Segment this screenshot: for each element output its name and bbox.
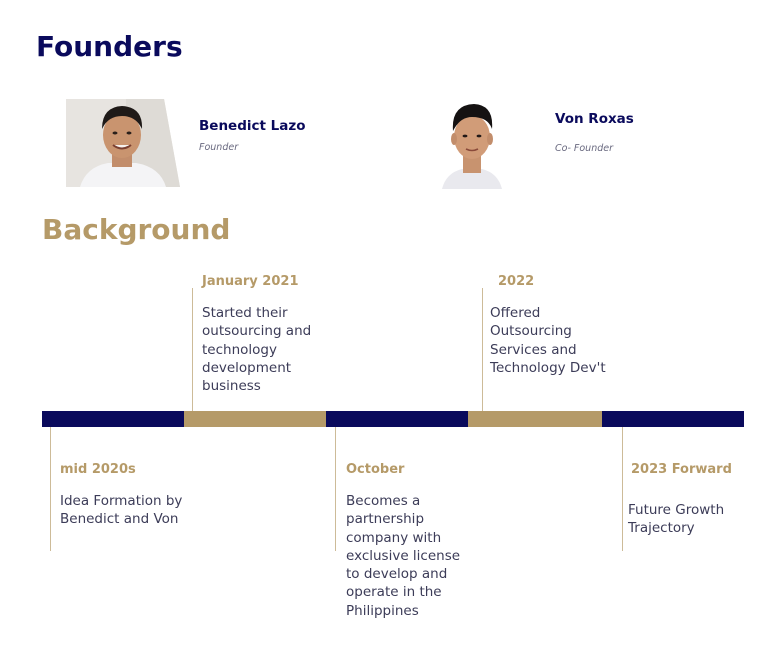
- timeline-connector-2023: [622, 427, 623, 551]
- timeline-segment-4: [468, 411, 602, 427]
- founder-photo-von: [436, 99, 508, 189]
- timeline-text-mid-2020s: Idea Formation by Benedict and Von: [60, 493, 183, 528]
- timeline-date-mid-2020s: mid 2020s: [60, 462, 136, 477]
- timeline-segment-2: [184, 411, 326, 427]
- timeline-text-2022: Offered Outsourcing Services and Technology Dev't: [490, 305, 606, 376]
- founder-name-von: Von Roxas: [555, 111, 634, 127]
- timeline-text-jan-2021: Started their outsourcing and technology development business: [202, 305, 312, 395]
- timeline-connector-mid-2020s: [50, 427, 51, 551]
- timeline-date-jan-2021: January 2021: [202, 274, 299, 289]
- timeline-text-2023: Future Growth Trajectory: [628, 502, 725, 537]
- timeline-segment-3: [326, 411, 468, 427]
- timeline-date-2023: 2023 Forward: [631, 462, 732, 477]
- timeline-date-2022: 2022: [498, 274, 535, 289]
- timeline-text-october: Becomes a partnership company with exclusive license to develop and operate in the Philippines: [346, 493, 461, 619]
- timeline-segment-5: [602, 411, 744, 427]
- background-heading: Background: [42, 213, 231, 246]
- founder-role-von: Co- Founder: [555, 143, 613, 154]
- founders-heading: Founders: [36, 30, 183, 63]
- founder-role-benedict: Founder: [199, 142, 239, 153]
- timeline-connector-2022: [482, 288, 483, 411]
- timeline-connector-jan-2021: [192, 288, 193, 411]
- founder-name-benedict: Benedict Lazo: [199, 118, 306, 134]
- timeline-segment-1: [42, 411, 184, 427]
- timeline-connector-october: [335, 427, 336, 551]
- founder-photo-benedict: [66, 99, 180, 187]
- timeline-date-october: October: [346, 462, 405, 477]
